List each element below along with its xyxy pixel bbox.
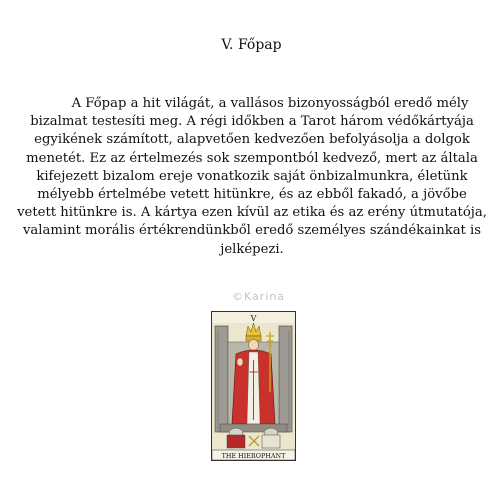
body-paragraph: A Főpap a hit világát, a vallásos bizonyosságból eredő mély bizalmat testesíti meg. A régi időkben a Tarot három védőkártyája egyikének számított, alapvetően kedvezően befolyásolja a dolgok menetét. Ez az értelmezés sok szempontból kedvező, mert az általa kifejezett bizalom ereje vonatkozik saját önbizalmunkra, életünk mélyebb értelmébe vetett hitünkre, és az ebből fakadó, a jövőbe vetett hitünkre is. A kártya ezen kívül az etika és az erény útmutatója, valamint morális értékrendünkből eredő személyes szándékainkat is jelképezi.	[17, 96, 487, 257]
page-title: V. Főpap	[221, 37, 282, 53]
watermark: ©Karina	[232, 290, 286, 303]
tarot-card-image	[211, 311, 296, 461]
card-caption: THE HIEROPHANT	[221, 452, 286, 460]
hierophant-illustration	[212, 312, 295, 460]
card-numeral: V	[250, 314, 257, 323]
